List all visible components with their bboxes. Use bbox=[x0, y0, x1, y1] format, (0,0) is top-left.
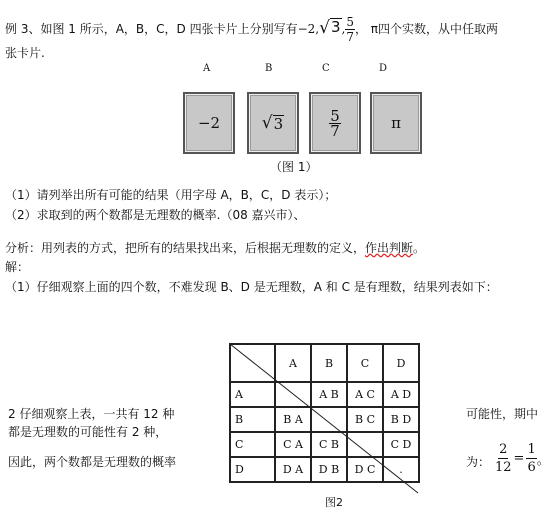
card-d: π bbox=[370, 92, 422, 154]
table-cell: A B bbox=[311, 382, 347, 407]
analysis-text: 分析：用列表的方式，把所有的结果找出来，后根据无理数的定义，作出判断。 bbox=[5, 241, 426, 255]
table-cell: C B bbox=[311, 432, 347, 457]
question-1: （1）请列举出所有可能的结果（用字母 A，B，C，D 表示）； bbox=[5, 188, 337, 202]
table-cell: A C bbox=[347, 382, 383, 407]
solution-step-3-right: 为： bbox=[466, 455, 491, 469]
table-cell: B D bbox=[383, 407, 419, 432]
problem-intro-end: ， π四个实数，从中任取两 bbox=[354, 22, 499, 36]
value-neg2: −2, bbox=[297, 22, 320, 36]
card-label-b: B bbox=[265, 63, 273, 74]
table-cell: B A bbox=[275, 407, 311, 432]
header-cell: D bbox=[383, 344, 419, 382]
solution-step-2-left: 2 仔细观察上表，一共有 12 种 bbox=[8, 407, 175, 421]
table-cell: D A bbox=[275, 457, 311, 482]
header-cell: C bbox=[347, 344, 383, 382]
card-label-c: C bbox=[322, 63, 330, 74]
table-cell: C A bbox=[275, 432, 311, 457]
row-label: A bbox=[230, 382, 275, 407]
table-cell: D B bbox=[311, 457, 347, 482]
fraction-five-sevenths: $\frac{5}{7}$ bbox=[346, 15, 354, 44]
solution-step-2-left-2: 都是无理数的可能性有 2 种， bbox=[8, 425, 168, 439]
row-label: D bbox=[230, 457, 275, 482]
header-cell: A bbox=[275, 344, 311, 382]
row-label: C bbox=[230, 432, 275, 457]
problem-line-1: 例 3、如图 1 所示，A，B，C，D 四张卡片上分别写有−2, √ 3 , $\frac{5}{7}$ ， π四个实数，从中任取两 bbox=[5, 15, 499, 44]
header-cell: B bbox=[311, 344, 347, 382]
card-label-d: D bbox=[379, 63, 388, 74]
figure-1-caption: （图 1） bbox=[270, 160, 318, 174]
question-2: （2）求取到的两个数都是无理数的概率.（08 嘉兴市）、 bbox=[5, 208, 306, 222]
solution-label: 解： bbox=[5, 260, 30, 274]
table-cell: D C bbox=[347, 457, 383, 482]
problem-intro: 例 3、如图 1 所示，A，B，C，D 四张卡片上分别写有 bbox=[5, 22, 298, 36]
table-cell: C D bbox=[383, 432, 419, 457]
row-label: B bbox=[230, 407, 275, 432]
problem-line-2: 张卡片. bbox=[5, 46, 45, 60]
table-diagonal-line bbox=[229, 343, 419, 495]
card-label-a: A bbox=[203, 63, 211, 74]
card-a: −2 bbox=[183, 92, 235, 154]
table-cell: . bbox=[383, 457, 419, 482]
solution-step-1: （1）仔细观察上面的四个数，不难发现 B、D 是无理数，A 和 C 是有理数，结果列表如下： bbox=[5, 280, 498, 294]
card-b: √ 3 bbox=[247, 92, 299, 154]
figure-2-caption: 图2 bbox=[325, 496, 343, 509]
probability-result: $\frac{2}{12}$ = $\frac{1}{6}$ 。 bbox=[495, 442, 550, 475]
solution-step-2-right: 可能性，期中 bbox=[466, 407, 539, 421]
sqrt-three: √ 3 bbox=[319, 18, 341, 38]
table-cell: B C bbox=[347, 407, 383, 432]
solution-step-3-left: 因此，两个数都是无理数的概率 bbox=[8, 455, 177, 469]
card-c: $\frac{5}{7}$ bbox=[309, 92, 361, 154]
table-cell: A D bbox=[383, 382, 419, 407]
